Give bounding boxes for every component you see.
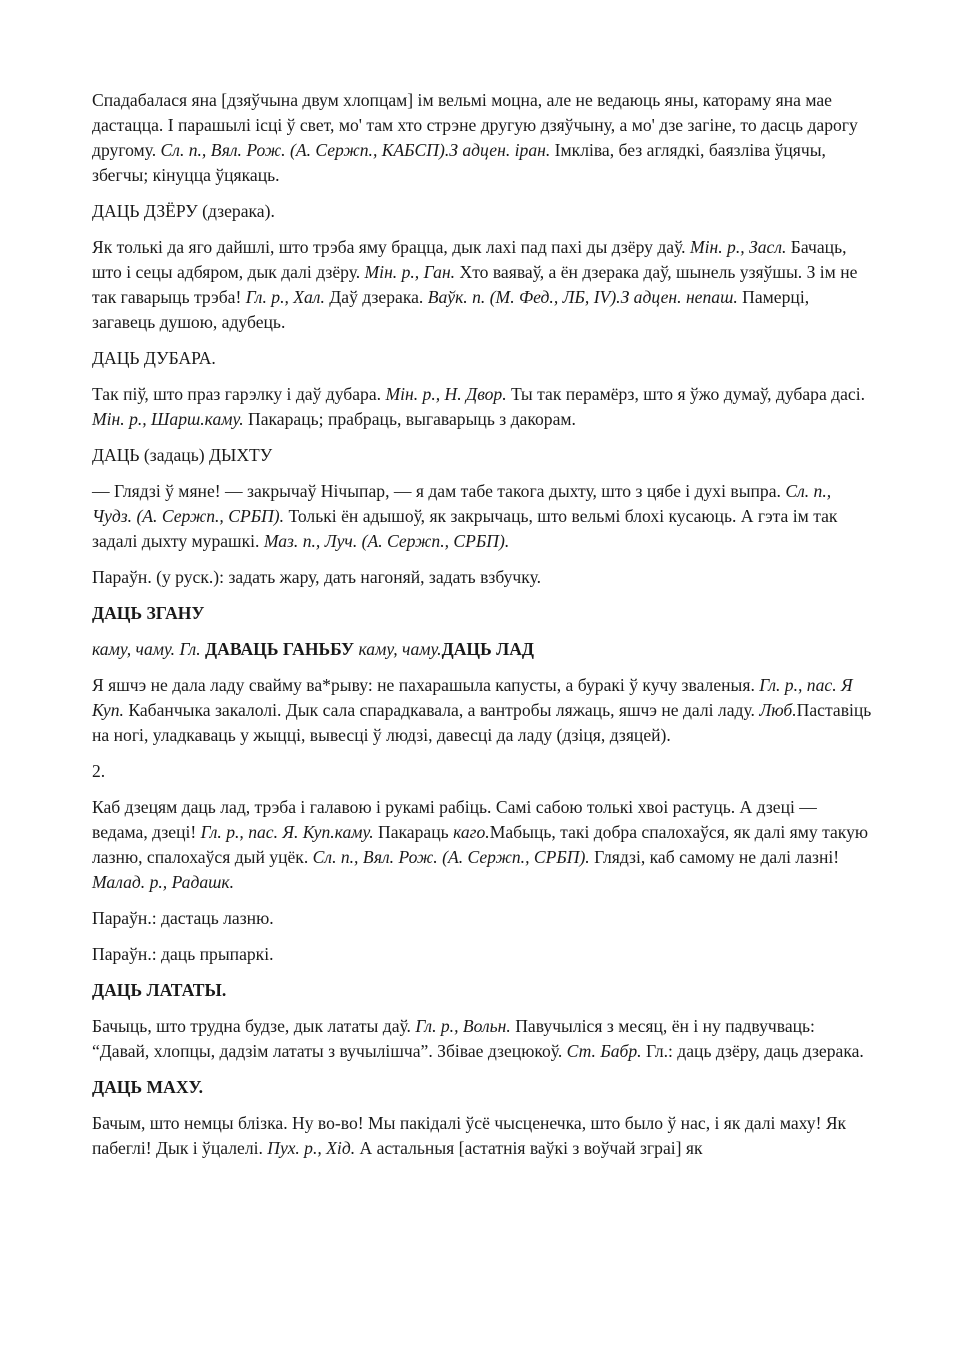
text-run: ДАЦЬ ДУБАРА. xyxy=(92,348,216,368)
entry-heading-bold xyxy=(92,1075,872,1100)
italic-run: Мін. р., Шарш.каму. xyxy=(92,409,244,429)
text-run: Параўн.: дастаць лазню. xyxy=(92,908,274,928)
text-run: Бачыць, што трудна будзе, дык лататы даў. xyxy=(92,1016,416,1036)
entry-heading xyxy=(92,199,872,224)
paragraph xyxy=(92,479,872,554)
text-run: Даў дзерака. xyxy=(324,287,428,307)
document-page xyxy=(92,88,872,1172)
italic-run: Мін. р., Ган. xyxy=(364,262,456,282)
italic-run: Сл. п., Чудз. (А. Сержп., СРБП). xyxy=(92,481,832,526)
italic-run: каго. xyxy=(453,822,490,842)
text-run: А астальныя [астатнія ваўкі з воўчай зграі] як xyxy=(355,1138,703,1158)
italic-run: Малад. р., Радашк. xyxy=(92,872,235,892)
entry-heading-bold xyxy=(92,601,872,626)
comparison-note xyxy=(92,942,872,967)
paragraph xyxy=(92,795,872,895)
paragraph xyxy=(92,382,872,432)
paragraph xyxy=(92,88,872,188)
text-run: Я яшчэ не дала ладу свайму ва*рыву: не пахарашыла капусты, а буракі ў кучу зваленыя. xyxy=(92,675,760,695)
text-run: Кабанчыка закалолі. Дык сала спарадкавала, а вантробы ляжаць, яшчэ не далі ладу. xyxy=(123,700,760,720)
text-run: ДАЦЬ МАХУ. xyxy=(92,1077,203,1097)
text-run: Павучыліся з месяц, ён і ну падвучваць: “Давай, хлопцы, дадзім лататы з вучылішча”. Збівае дзецюкоў. xyxy=(92,1016,815,1061)
italic-run: Гл. р., Вольн. xyxy=(415,1016,511,1036)
comparison-note xyxy=(92,906,872,931)
entry-heading xyxy=(92,346,872,371)
text-run: Мабыць, такі добра спалохаўся, як далі яму такую лазню, спалохаўся дый уцёк. xyxy=(92,822,869,867)
text-run: Параўн. (у руск.): задать жару, дать нагоняй, задать взбучку. xyxy=(92,567,542,587)
text-run: Параўн.: даць прыпаркі. xyxy=(92,944,274,964)
text-run: Так піў, што праз гарэлку і даў дубара. xyxy=(92,384,386,404)
italic-run: Люб. xyxy=(759,700,797,720)
italic-run: Пух. р., Хід. xyxy=(267,1138,356,1158)
italic-run: Ст. Бабр. xyxy=(566,1041,642,1061)
paragraph xyxy=(92,1111,872,1161)
text-run: ДАЦЬ ЛАТАТЫ. xyxy=(92,980,227,1000)
text-run: ДАЦЬ (задаць) ДЫХТУ xyxy=(92,445,273,465)
paragraph xyxy=(92,1014,872,1064)
text-run: ДАЦЬ ДЗЁРУ (дзерака). xyxy=(92,201,275,221)
text-run: Бачаць, што і сецы адбяром, дык далі дзёру. xyxy=(92,237,847,282)
text-run: Паставіць на ногі, уладкаваць у жыцці, вывесці ў людзі, давесці да ладу (дзіця, дзяцей). xyxy=(92,700,872,745)
italic-run: Сл. п., Вял. Рож. (А. Сержп., КАБСП).З адцен. іран. xyxy=(160,140,551,160)
text-run: 2. xyxy=(92,761,106,781)
text-run: Толькі ён адышоў, як закрычаць, што вельмі блохі кусаюць. А гэта ім так задалі дыхту мурашкі. xyxy=(92,506,838,551)
cross-reference xyxy=(92,637,872,662)
text-run: ДАЦЬ ЗГАНУ xyxy=(92,603,205,623)
text-run: — Глядзі ў мяне! — закрычаў Нічыпар, — я дам табе такога дыхту, што з цябе і духі выпра. xyxy=(92,481,786,501)
text-run: Як толькі да яго дайшлі, што трэба яму брацца, дык лахі пад пахі ды дзёру даў. xyxy=(92,237,690,257)
italic-run: Гл. р., пас. Я Куп. xyxy=(92,675,853,720)
text-run: Глядзі, каб самому не далі лазні! xyxy=(589,847,840,867)
text-run: Хто ваяваў, а ён дзерака даў, шынель узяўшы. З ім не так гаварыць трэба! xyxy=(92,262,858,307)
italic-run: каму, чаму. xyxy=(358,639,442,659)
italic-run: каму, чаму. Гл. xyxy=(92,639,201,659)
italic-run: Мін. р., Н. Двор. xyxy=(385,384,507,404)
entry-heading xyxy=(92,443,872,468)
italic-run: Маз. п., Луч. (А. Сержп., СРБП). xyxy=(263,531,510,551)
comparison-note xyxy=(92,565,872,590)
bold-run: ДАВАЦЬ ГАНЬБУ xyxy=(205,639,355,659)
text-run: Пакараць; прабраць, выгаварыць з дакорам. xyxy=(243,409,576,429)
text-run: Пакараць xyxy=(373,822,454,842)
text-run: Памерці, загавець душою, адубець. xyxy=(92,287,810,332)
text-run: Ты так перамёрз, што я ўжо думаў, дубара дасі. xyxy=(506,384,866,404)
paragraph xyxy=(92,235,872,335)
italic-run: Сл. п., Вял. Рож. (А. Сержп., СРБП). xyxy=(312,847,590,867)
text-run: Бачым, што немцы блізка. Ну во-во! Мы пакідалі ўсё чысценечка, што было ў нас, і як далі маху! Як пабеглі! Дык і ўцалелі. xyxy=(92,1113,847,1158)
text-run: Спадабалася яна [дзяўчына двум хлопцам] ім вельмі моцна, але не ведаюць яны, катораму яна мае дастацца. І парашылі ісці ў свет, мо' там хто стрэне другую дзяўчыну, а мо' дзе загіне, то дасць дарогу другому. xyxy=(92,90,858,160)
text-run: Гл.: даць дзёру, даць дзерака. xyxy=(641,1041,864,1061)
text-run: Каб дзецям даць лад, трэба і галавою і рукамі рабіць. Самі сабою толькі хвоі растуць. А дзеці — ведама, дзеці! xyxy=(92,797,817,842)
italic-run: Гл. р., пас. Я. Куп.каму. xyxy=(200,822,374,842)
italic-run: Ваўк. п. (М. Фед., ЛБ, IV).З адцен. непаш. xyxy=(427,287,738,307)
bold-run: ДАЦЬ ЛАД xyxy=(441,639,535,659)
italic-run: Мін. р., Засл. xyxy=(689,237,787,257)
text-run: Імкліва, без аглядкі, баязліва ўцячы, збегчы; кінуцца ўцякаць. xyxy=(92,140,826,185)
paragraph xyxy=(92,673,872,748)
sense-number xyxy=(92,759,872,784)
entry-heading-bold xyxy=(92,978,872,1003)
italic-run: Гл. р., Хал. xyxy=(245,287,325,307)
